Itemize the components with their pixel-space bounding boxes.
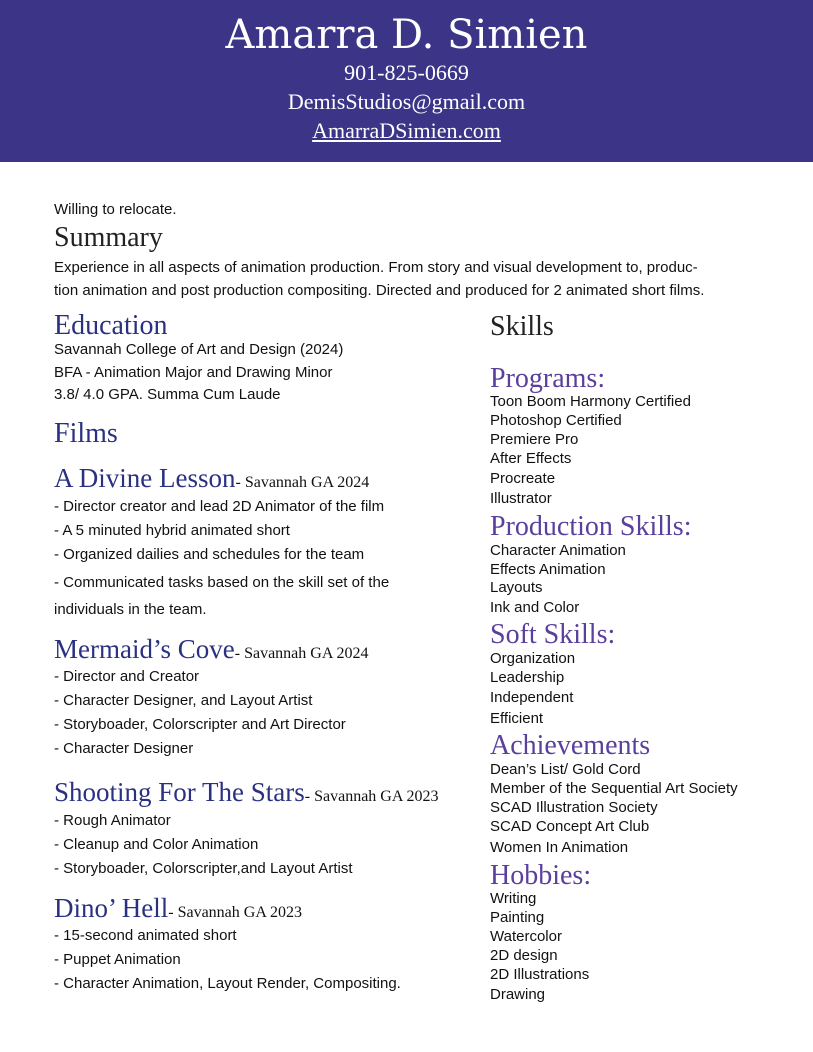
film-title-row: [54, 463, 369, 493]
program-item: Toon Boom Harmony Certified: [490, 393, 691, 410]
program-item: Illustrator: [490, 490, 552, 507]
film-title: Dino’ Hell: [54, 893, 169, 923]
summary-line-2: tion animation and post production compositing. Directed and produced for 2 animated short films.: [54, 282, 705, 299]
achievement-item: SCAD Illustration Society: [490, 799, 658, 816]
hobbies-heading: Hobbies:: [490, 860, 592, 891]
film-location-year: - Savannah GA 2024: [235, 474, 370, 491]
film-location-year: - Savannah GA 2023: [304, 788, 439, 805]
films-heading: Films: [54, 418, 118, 449]
film-title: Shooting For The Stars: [54, 777, 305, 807]
hobby-item: 2D design: [490, 947, 558, 964]
film-bullet: - 15-second animated short: [54, 927, 237, 944]
production-skill-item: Character Animation: [490, 542, 626, 559]
achievement-item: Dean’s List/ Gold Cord: [490, 761, 641, 778]
film-bullet: - Character Designer: [54, 740, 194, 757]
program-item: Procreate: [490, 470, 556, 487]
skills-heading: Skills: [490, 311, 554, 342]
film-location-year: - Savannah GA 2023: [168, 904, 302, 921]
film-bullet: - A 5 minuted hybrid animated short: [54, 522, 290, 539]
film-bullet: - Character Animation, Layout Render, Compositing.: [54, 975, 401, 992]
program-item: Premiere Pro: [490, 431, 579, 448]
soft-skill-item: Organization: [490, 650, 576, 667]
achievement-item: Member of the Sequential Art Society: [490, 780, 738, 797]
film-bullet: - Character Designer, and Layout Artist: [54, 692, 313, 709]
soft-skill-item: Leadership: [490, 669, 565, 686]
achievement-item: SCAD Concept Art Club: [490, 818, 650, 835]
program-item: Photoshop Certified: [490, 412, 622, 429]
education-line: 3.8/ 4.0 GPA. Summa Cum Laude: [54, 386, 281, 403]
hobby-item: 2D Illustrations: [490, 966, 590, 983]
production-skills-heading: Production Skills:: [490, 511, 692, 542]
summary-heading: Summary: [54, 222, 163, 253]
soft-skill-item: Efficient: [490, 710, 544, 727]
achievement-item: Women In Animation: [490, 839, 629, 856]
email-address[interactable]: DemisStudios@gmail.com: [287, 89, 526, 114]
film-title-row: [54, 893, 302, 923]
film-title-row: [54, 777, 439, 807]
film-bullet: - Puppet Animation: [54, 951, 181, 968]
relocate-note: Willing to relocate.: [54, 201, 177, 218]
soft-skills-heading: Soft Skills:: [490, 619, 616, 650]
production-skill-item: Layouts: [490, 579, 543, 596]
film-location-year: - Savannah GA 2024: [234, 645, 369, 662]
production-skill-item: Effects Animation: [490, 561, 606, 578]
summary-line-1: Experience in all aspects of animation production. From story and visual development to, produc-: [54, 259, 698, 276]
achievements-heading: Achievements: [490, 730, 651, 761]
film-bullet: - Director and Creator: [54, 668, 200, 685]
film-bullet: - Communicated tasks based on the skill set of the: [54, 574, 390, 591]
hobby-item: Drawing: [490, 986, 546, 1003]
film-bullet: - Cleanup and Color Animation: [54, 836, 259, 853]
programs-heading: Programs:: [490, 363, 606, 394]
hobby-item: Painting: [490, 909, 545, 926]
phone-number: 901-825-0669: [344, 60, 469, 85]
film-bullet: - Director creator and lead 2D Animator of the film: [54, 498, 385, 515]
hobby-item: Watercolor: [490, 928, 562, 945]
candidate-name: Amarra D. Simien: [225, 12, 588, 58]
film-title: Mermaid’s Cove: [54, 634, 235, 664]
film-bullet: individuals in the team.: [54, 601, 207, 618]
film-bullet: - Organized dailies and schedules for the team: [54, 546, 365, 563]
film-bullet: - Rough Animator: [54, 812, 171, 829]
film-bullet: - Storyboader, Colorscripter,and Layout Artist: [54, 860, 353, 877]
program-item: After Effects: [490, 450, 572, 467]
education-line: BFA - Animation Major and Drawing Minor: [54, 364, 333, 381]
hobby-item: Writing: [490, 890, 537, 907]
film-title: A Divine Lesson: [54, 463, 236, 493]
production-skill-item: Ink and Color: [490, 599, 580, 616]
website-link[interactable]: AmarraDSimien.com: [312, 118, 501, 143]
film-bullet: - Storyboader, Colorscripter and Art Director: [54, 716, 346, 733]
education-heading: Education: [54, 310, 168, 341]
soft-skill-item: Independent: [490, 689, 574, 706]
film-title-row: [54, 634, 369, 664]
education-line: Savannah College of Art and Design (2024): [54, 341, 344, 358]
header-banner: [0, 0, 813, 162]
